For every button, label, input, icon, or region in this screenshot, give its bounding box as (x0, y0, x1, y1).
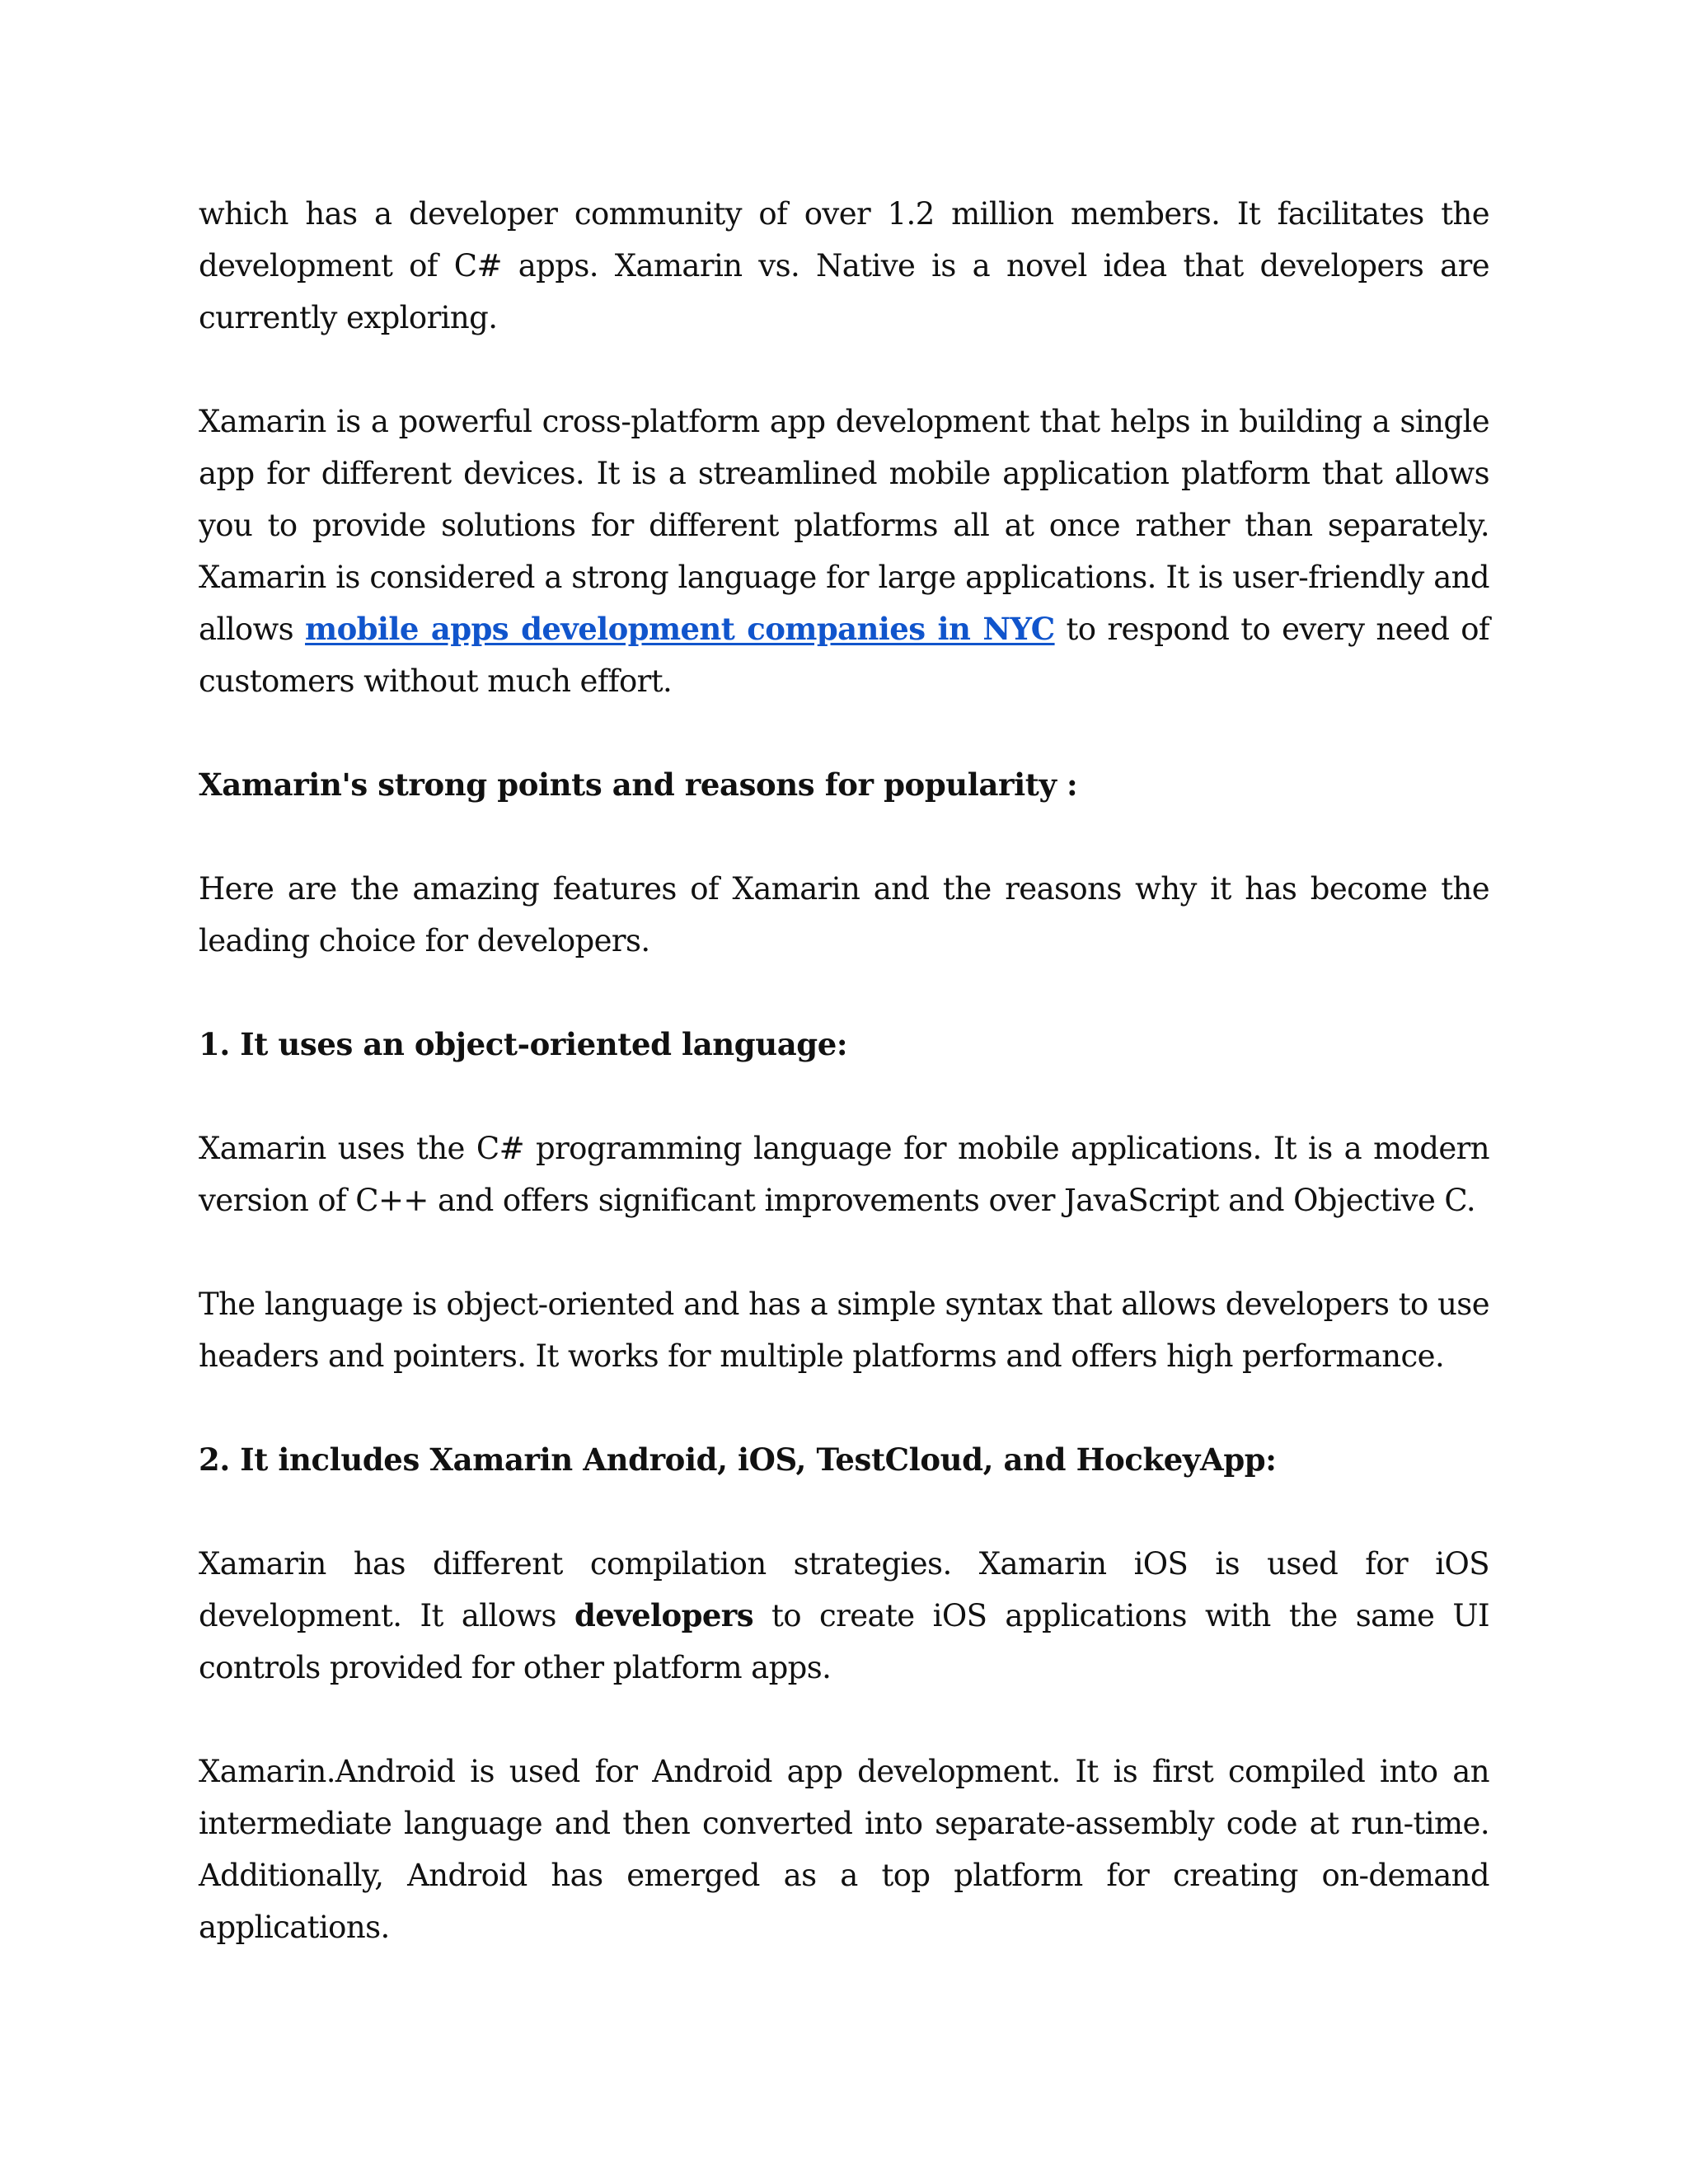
developers-bold-text: developers (574, 1597, 753, 1633)
document-body (199, 188, 1489, 1953)
point-1-heading: 1. It uses an object-oriented language: (199, 1026, 848, 1062)
overview-paragraph (199, 396, 1489, 707)
overview-text-before: Xamarin is a powerful cross-platform app development that helps in building a single app for different devices. It is a streamlined mobile application platform that allows you to provide solutions for different platforms all at once rather than separately. Xamarin is considered a strong language for large applications. It is user-friendly and allows (199, 404, 1489, 647)
intro-paragraph (199, 188, 1489, 344)
point-1-paragraph-1: Xamarin uses the C# programming language for mobile applications. It is a modern version of C++ and offers significant improvements over JavaScript and Objective C. (199, 1131, 1489, 1218)
point-2-text-before: Xamarin has different compilation strategies. Xamarin iOS is used for iOS development. It allows (199, 1546, 1489, 1633)
nyc-companies-link[interactable]: mobile apps development companies in NYC (305, 611, 1055, 647)
point-2-text-after: to create iOS applications with the same UI controls provided for other platform apps. (199, 1598, 1490, 1685)
point-2-paragraph-2: Xamarin.Android is used for Android app development. It is first compiled into an intermediate language and then converted into separate-assembly code at run-time. Additionally, Android has emerged as a top platform for creating on-demand applications. (199, 1754, 1489, 1945)
section-heading-strong-points: Xamarin's strong points and reasons for popularity : (199, 766, 1078, 803)
overview-text-after: to respond to every need of customers without much effort. (199, 612, 1490, 699)
point-1-paragraph-2: The language is object-oriented and has a simple syntax that allows developers to use headers and pointers. It works for multiple platforms and offers high performance. (199, 1286, 1489, 1374)
point-2-paragraph-1 (199, 1538, 1489, 1694)
section-intro-paragraph: Here are the amazing features of Xamarin and the reasons why it has become the leading choice for developers. (199, 871, 1489, 958)
intro-text: which has a developer community of over 1.2 million members. It facilitates the development of C# apps. Xamarin vs. Native is a novel idea that developers are currently exploring. (199, 196, 1489, 335)
point-2-heading: 2. It includes Xamarin Android, iOS, TestCloud, and HockeyApp: (199, 1441, 1277, 1478)
